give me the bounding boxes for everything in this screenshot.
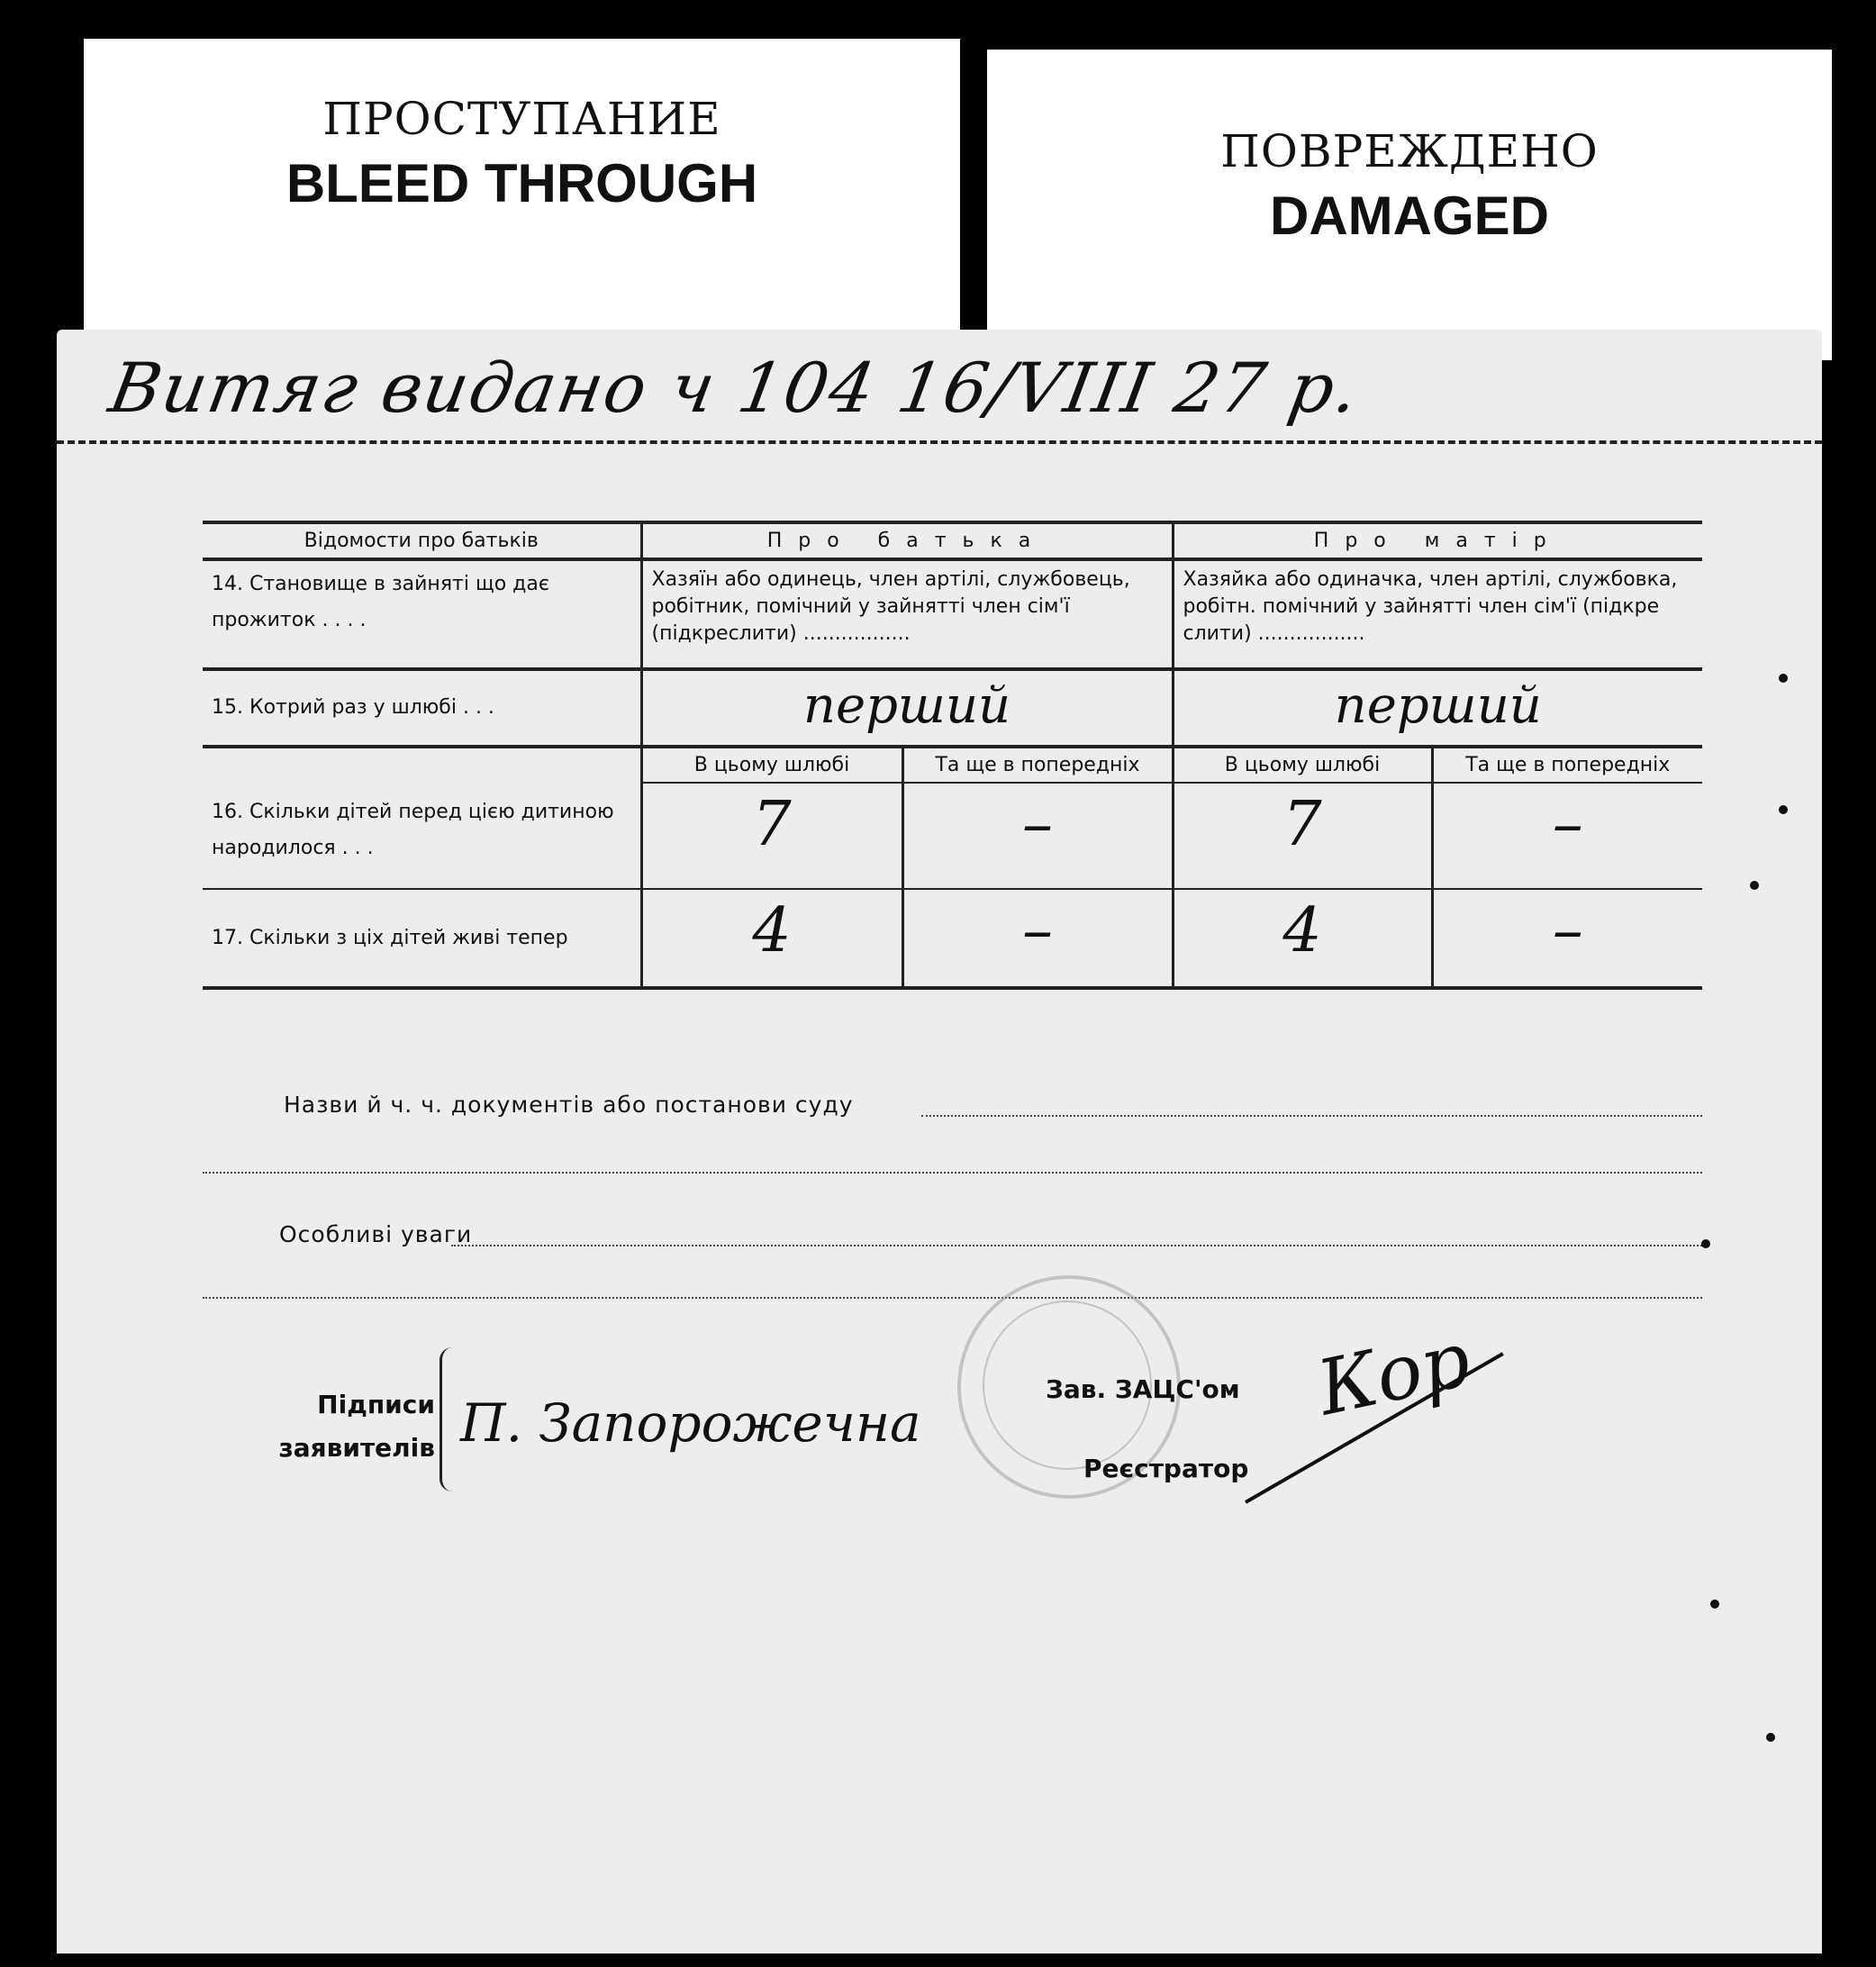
col-header-info: Відомости про батьків <box>203 522 641 559</box>
row-17-father-prev: – <box>902 889 1173 988</box>
punch-hole <box>1701 1239 1710 1248</box>
row-16-label: 16. Скільки дітей перед цією дитиною народилося . . . <box>203 747 641 889</box>
applicant-signature: П. Запорожечна <box>460 1392 921 1454</box>
row-17-mother-prev: – <box>1432 889 1702 988</box>
damaged-target-card <box>987 50 1832 360</box>
table-row-14 <box>203 559 1702 669</box>
sub-header-father-prev: Та ще в попередніх <box>902 747 1173 783</box>
row-17-mother-this: 4 <box>1173 889 1432 988</box>
table-row-15 <box>203 669 1702 747</box>
row-14-mother: Хазяйка або одиначка, член артілі, службовка, робітн. помічний у зайнятті член сім'ї (підкре слити) ................. <box>1173 559 1702 669</box>
record-sheet <box>57 330 1822 1953</box>
registrar-signature: Кор <box>1310 1314 1478 1433</box>
row-14-label: 14. Становище в зайняті що дає прожиток . . . . <box>203 559 641 669</box>
damaged-ru: ПОВРЕЖДЕНО <box>1220 125 1599 177</box>
sub-header-mother-prev: Та ще в попередніх <box>1432 747 1702 783</box>
bleed-through-ru: ПРОСТУПАНИЕ <box>322 93 721 145</box>
sub-header-mother-this: В цьому шлюбі <box>1173 747 1432 783</box>
sub-header-father-this: В цьому шлюбі <box>641 747 902 783</box>
row-17-father-this: 4 <box>641 889 902 988</box>
notes-line-2 <box>203 1297 1702 1299</box>
head-of-office-label: Зав. ЗАЦС'ом <box>1046 1374 1240 1404</box>
row-16-mother-this: 7 <box>1173 783 1432 889</box>
row-15-mother-value: перший <box>1173 669 1702 747</box>
row-16-father-prev: – <box>902 783 1173 889</box>
bleed-through-target-card <box>84 39 960 357</box>
registrar-label: Реєстратор <box>1083 1454 1249 1483</box>
table-subheader-row <box>203 747 1702 783</box>
damaged-en: DAMAGED <box>1270 186 1549 246</box>
row-15-father-value: перший <box>641 669 1173 747</box>
row-16-father-this: 7 <box>641 783 902 889</box>
punch-hole <box>1779 674 1788 683</box>
table-header-row <box>203 522 1702 559</box>
col-header-mother: Про матір <box>1173 522 1702 559</box>
doc-names-line <box>921 1115 1702 1117</box>
notes-line <box>451 1245 1702 1246</box>
punch-hole <box>1710 1600 1719 1609</box>
perforation-line <box>57 440 1822 444</box>
row-14-father: Хазяїн або одинець, член артілі, службовець, робітник, помічний у зайнятті член сім'ї (підкреслити) ................. <box>641 559 1173 669</box>
punch-hole <box>1766 1733 1775 1742</box>
table-row-17 <box>203 889 1702 988</box>
doc-names-label: Назви й ч. ч. документів або постанови суду <box>284 1092 854 1118</box>
applicants-signature-label <box>237 1383 435 1470</box>
punch-hole <box>1779 805 1788 814</box>
doc-names-line-2 <box>203 1172 1702 1174</box>
applicants-label-line1: Підписи <box>317 1390 435 1419</box>
row-17-label: 17. Скільки з ціх дітей живі тепер <box>203 889 641 988</box>
row-15-label: 15. Котрий раз у шлюбі . . . <box>203 669 641 747</box>
row-16-mother-prev: – <box>1432 783 1702 889</box>
applicants-label-line2: заявителів <box>278 1433 435 1463</box>
punch-hole <box>1750 881 1759 890</box>
notes-label: Особливі уваги <box>279 1221 473 1247</box>
signature-brace <box>440 1347 462 1491</box>
bleed-through-en: BLEED THROUGH <box>285 153 758 213</box>
handwritten-extract-note: Витяг видано ч 104 16/VIII 27 р. <box>104 348 1366 428</box>
col-header-father: Про батька <box>641 522 1173 559</box>
parents-info-table <box>203 521 1702 990</box>
